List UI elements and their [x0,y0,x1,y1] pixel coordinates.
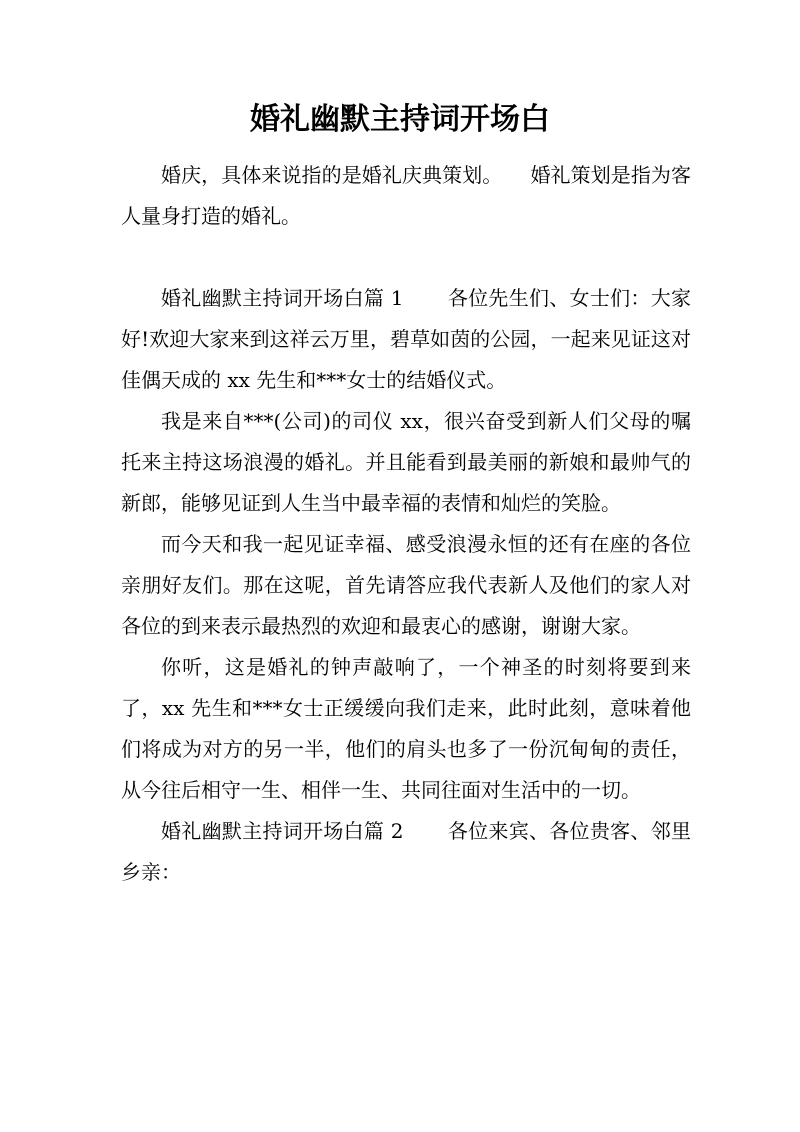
document-body [121,155,691,893]
section-2-greeting: 各位来宾、各位贵客、邻里乡亲： [121,819,691,884]
section-1-paragraph [121,278,691,401]
body-paragraph-2: 而今天和我一起见证幸福、感受浪漫永恒的还有在座的各位亲朋好友们。那在这呢，首先请答应我代表新人及他们的家人对各位的到来表示最热烈的欢迎和最衷心的感谢，谢谢大家。 [121,532,691,638]
body-paragraph-1: 我是来自***(公司)的司仪 xx，很兴奋受到新人们父母的嘱托来主持这场浪漫的婚礼。并且能看到最美丽的新娘和最帅气的新郎，能够见证到人生当中最幸福的表情和灿烂的笑脸。 [121,409,691,515]
section-2-paragraph [121,811,691,893]
intro-text-2: 婚礼策划是指为客人量身打造的婚礼。 [121,163,692,228]
intro-text-1: 婚庆，具体来说指的是婚礼庆典策划。 [161,163,503,187]
body-paragraph-3: 你听，这是婚礼的钟声敲响了，一个神圣的时刻将要到来了，xx 先生和***女士正缓缓向我们走来，此时此刻，意味着他们将成为对方的另一半，他们的肩头也多了一份沉甸甸的责任，从今往后相守一生、相伴一生、共同往面对生活中的一切。 [121,655,691,802]
section-2-heading: 婚礼幽默主持词开场白篇 2 [161,819,404,843]
document-title: 婚礼幽默主持词开场白 [250,102,550,137]
section-1-greeting: 各位先生们、女士们：大家好!欢迎大家来到这祥云万里，碧草如茵的公园，一起来见证这对佳偶天成的 xx 先生和***女士的结婚仪式。 [121,286,691,392]
section-1-heading: 婚礼幽默主持词开场白篇 1 [161,286,404,310]
intro-paragraph [121,155,691,237]
